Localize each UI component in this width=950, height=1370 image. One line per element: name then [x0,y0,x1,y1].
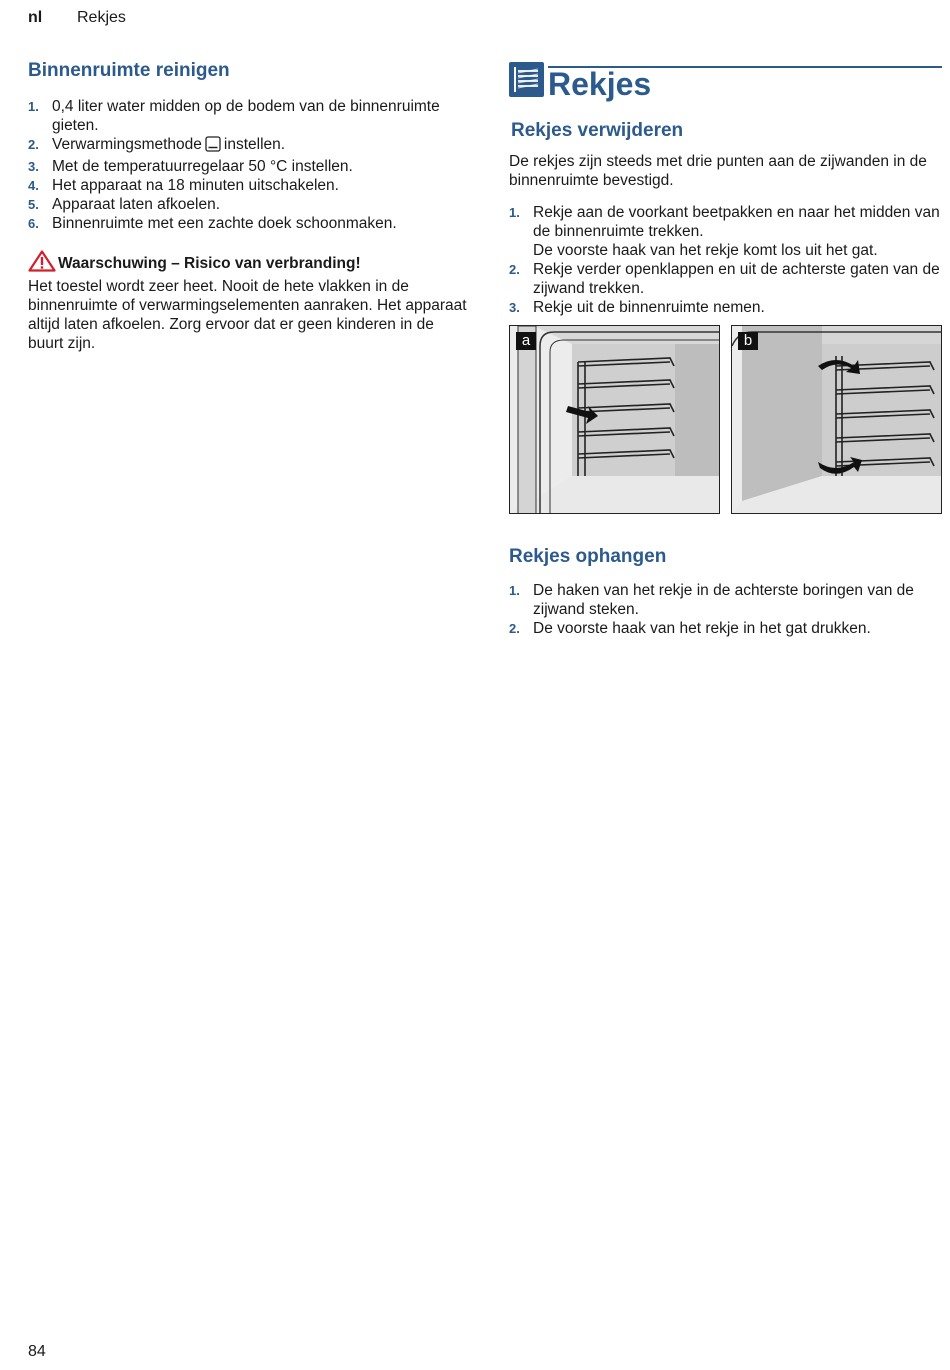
step-text: Verwarmingsmethode [52,136,202,153]
step-text: De voorste haak van het rekje in het gat drukken. [533,620,871,637]
right-column [509,60,943,317]
warning-triangle-icon [28,250,56,277]
step-text: Apparaat laten afkoelen. [52,196,221,213]
chapter-heading [509,60,943,102]
step-number: 3. [509,300,520,315]
step-text: Het apparaat na 18 minuten uitschakelen. [52,177,339,194]
list-item [28,195,468,214]
header-language: nl [28,9,43,26]
figure-row [509,325,943,515]
step-text: Rekje verder openklappen en uit de achterste gaten van de zijwand trekken. [533,261,940,297]
list-item [509,619,943,638]
figure-label: b [738,332,758,350]
page-number: 84 [28,1343,46,1360]
list-item [28,157,468,176]
step-text: instellen. [223,136,286,153]
list-item [509,581,943,619]
step-text: Met de temperatuurregelaar 50 °C instellen. [52,158,353,175]
step-text: 0,4 liter water midden op de bodem van de binnenruimte gieten. [52,98,440,134]
remove-heading: Rekjes verwijderen [511,120,684,141]
step-text-detail: De voorste haak van het rekje komt los uit het gat. [533,242,878,259]
oven-rack-illustration-a [510,326,720,514]
warning-title-text: Waarschuwing – Risico van verbranding! [58,255,361,272]
list-item [28,214,468,233]
step-text: Rekje uit de binnenruimte nemen. [533,299,765,316]
list-item [509,298,943,317]
step-number: 3. [28,159,39,174]
list-item [28,176,468,195]
warning-text: Het toestel wordt zeer heet. Nooit de hete vlakken in de binnenruimte of verwarmingselementen aanraken. Het apparaat altijd laten afkoelen. Zorg ervoor dat er geen kinderen in de buurt zijn. [28,278,467,352]
remove-steps [509,203,943,317]
oven-rack-illustration-b [732,326,942,514]
step-text: De haken van het rekje in de achterste boringen van de zijwand steken. [533,582,914,618]
step-number: 1. [28,99,39,114]
list-item [28,135,468,157]
figure-b [731,325,942,514]
list-item [28,97,468,135]
figure-label: a [516,332,536,350]
list-item [509,260,943,298]
step-number: 4. [28,178,39,193]
hang-steps [509,581,943,638]
hang-section [509,546,943,638]
chapter-title: Rekjes [548,66,652,102]
step-number: 2. [509,262,520,277]
remove-intro: De rekjes zijn steeds met drie punten aan de zijwanden in de binnenruimte bevestigd. [509,153,927,189]
step-number: 5. [28,197,39,212]
warning-title [28,250,468,277]
step-number: 6. [28,216,39,231]
rack-icon [509,62,544,102]
step-number: 1. [509,583,520,598]
step-number: 2. [509,621,520,636]
list-item [509,203,943,260]
step-text: Rekje aan de voorkant beetpakken en naar het midden van de binnenruimte trekken. [533,204,940,240]
step-number: 2. [28,137,39,152]
hang-heading: Rekjes ophangen [509,546,667,567]
warning-block [28,250,468,353]
step-text: Binnenruimte met een zachte doek schoonmaken. [52,215,397,232]
cleaning-heading: Binnenruimte reinigen [28,60,230,81]
figure-a [509,325,720,514]
step-number: 1. [509,205,520,220]
bottom-heat-icon [205,136,221,157]
left-column [28,60,468,353]
cleaning-steps [28,97,468,233]
header-section: Rekjes [77,9,126,26]
